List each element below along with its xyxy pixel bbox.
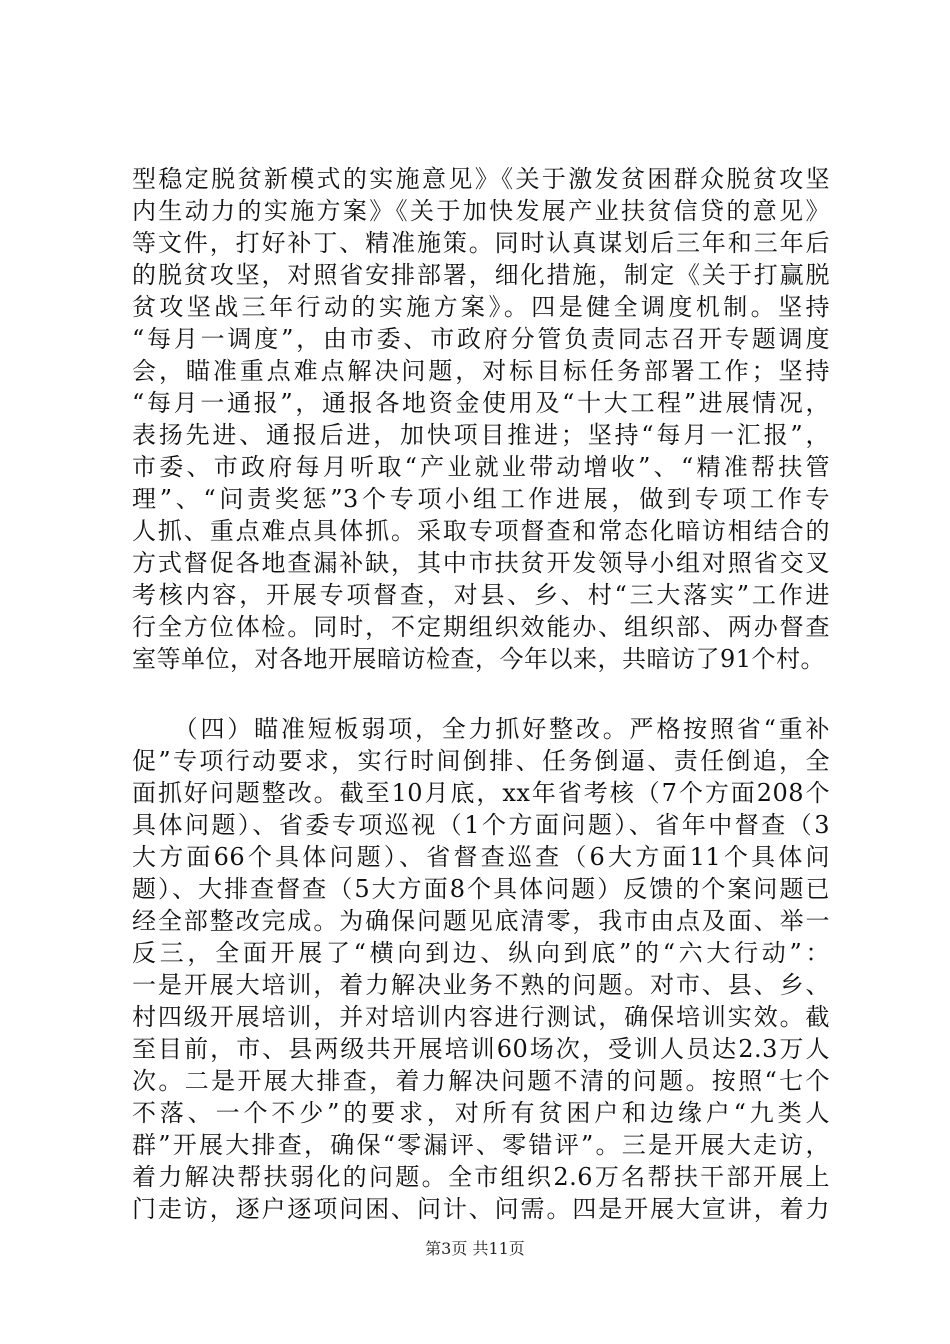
text-line: 理”、“问责奖惩”3个专项小组工作进展，做到专项工作专 [132, 485, 830, 513]
text-line: 不落、一个不少”的要求，对所有贫困户和边缘户“九类人 [132, 1099, 830, 1127]
text-line: 群”开展大排查，确保“零漏评、零错评”。三是开展大走访， [132, 1131, 830, 1159]
text-line: 村四级开展培训，并对培训内容进行测试，确保培训实效。截 [132, 1003, 830, 1031]
page-footer: 第3页 共11页 [425, 1239, 525, 1258]
text-line: 考核内容，开展专项督查，对县、乡、村“三大落实”工作进 [132, 581, 830, 609]
text-line: 等文件，打好补丁、精准施策。同时认真谋划后三年和三年后 [132, 229, 830, 257]
text-line: 具体问题）、省委专项巡视（1个方面问题）、省年中督查（3 [132, 811, 830, 839]
text-line: 一是开展大培训，着力解决业务不熟的问题。对市、县、乡、 [132, 971, 830, 999]
text-line: （四）瞄准短板弱项，全力抓好整改。严格按照省“重补 [132, 715, 830, 743]
text-line: 型稳定脱贫新模式的实施意见》《关于激发贫困群众脱贫攻坚 [132, 165, 830, 193]
text-line: 行全方位体检。同时，不定期组织效能办、组织部、两办督查 [132, 613, 830, 641]
text-line: 贫攻坚战三年行动的实施方案》。四是健全调度机制。坚持 [132, 293, 830, 321]
text-line: 内生动力的实施方案》《关于加快发展产业扶贫信贷的意见》 [132, 197, 830, 225]
text-line: 促”专项行动要求，实行时间倒排、任务倒逼、责任倒追，全 [132, 747, 830, 775]
paragraph-2 [132, 713, 830, 1225]
paragraph-1 [132, 163, 830, 675]
text-line: “每月一通报”，通报各地资金使用及“十大工程”进展情况， [132, 389, 830, 417]
text-line: “每月一调度”，由市委、市政府分管负责同志召开专题调度 [132, 325, 830, 353]
text-line: 门走访，逐户逐项问困、问计、问需。四是开展大宣讲，着力 [132, 1195, 830, 1223]
text-line: 次。二是开展大排查，着力解决问题不清的问题。按照“七个 [132, 1067, 830, 1095]
text-line: 表扬先进、通报后进，加快项目推进；坚持“每月一汇报”， [132, 421, 830, 449]
text-line: 至目前，市、县两级共开展培训60场次，受训人员达2.3万人 [132, 1035, 830, 1063]
text-line: 室等单位，对各地开展暗访检查，今年以来，共暗访了91个村。 [132, 645, 826, 673]
text-line: 面抓好问题整改。截至10月底，xx年省考核（7个方面208个 [132, 779, 830, 807]
text-line: 市委、市政府每月听取“产业就业带动增收”、“精准帮扶管 [132, 453, 830, 481]
text-line: 经全部整改完成。为确保问题见底清零，我市由点及面、举一 [132, 907, 830, 935]
text-line: 方式督促各地查漏补缺，其中市扶贫开发领导小组对照省交叉 [132, 549, 830, 577]
text-line: 反三，全面开展了“横向到边、纵向到底”的“六大行动”： [132, 939, 830, 967]
text-line: 大方面66个具体问题）、省督查巡查（6大方面11个具体问 [132, 843, 830, 871]
paragraph-spacer [132, 675, 830, 713]
text-line: 题）、大排查督查（5大方面8个具体问题）反馈的个案问题已 [132, 875, 830, 903]
text-line: 会，瞄准重点难点解决问题，对标目标任务部署工作；坚持 [132, 357, 830, 385]
document-body [132, 163, 830, 1225]
text-line: 的脱贫攻坚，对照省安排部署，细化措施，制定《关于打赢脱 [132, 261, 830, 289]
text-line: 着力解决帮扶弱化的问题。全市组织2.6万名帮扶干部开展上 [132, 1163, 830, 1191]
text-line: 人抓、重点难点具体抓。采取专项督查和常态化暗访相结合的 [132, 517, 830, 545]
